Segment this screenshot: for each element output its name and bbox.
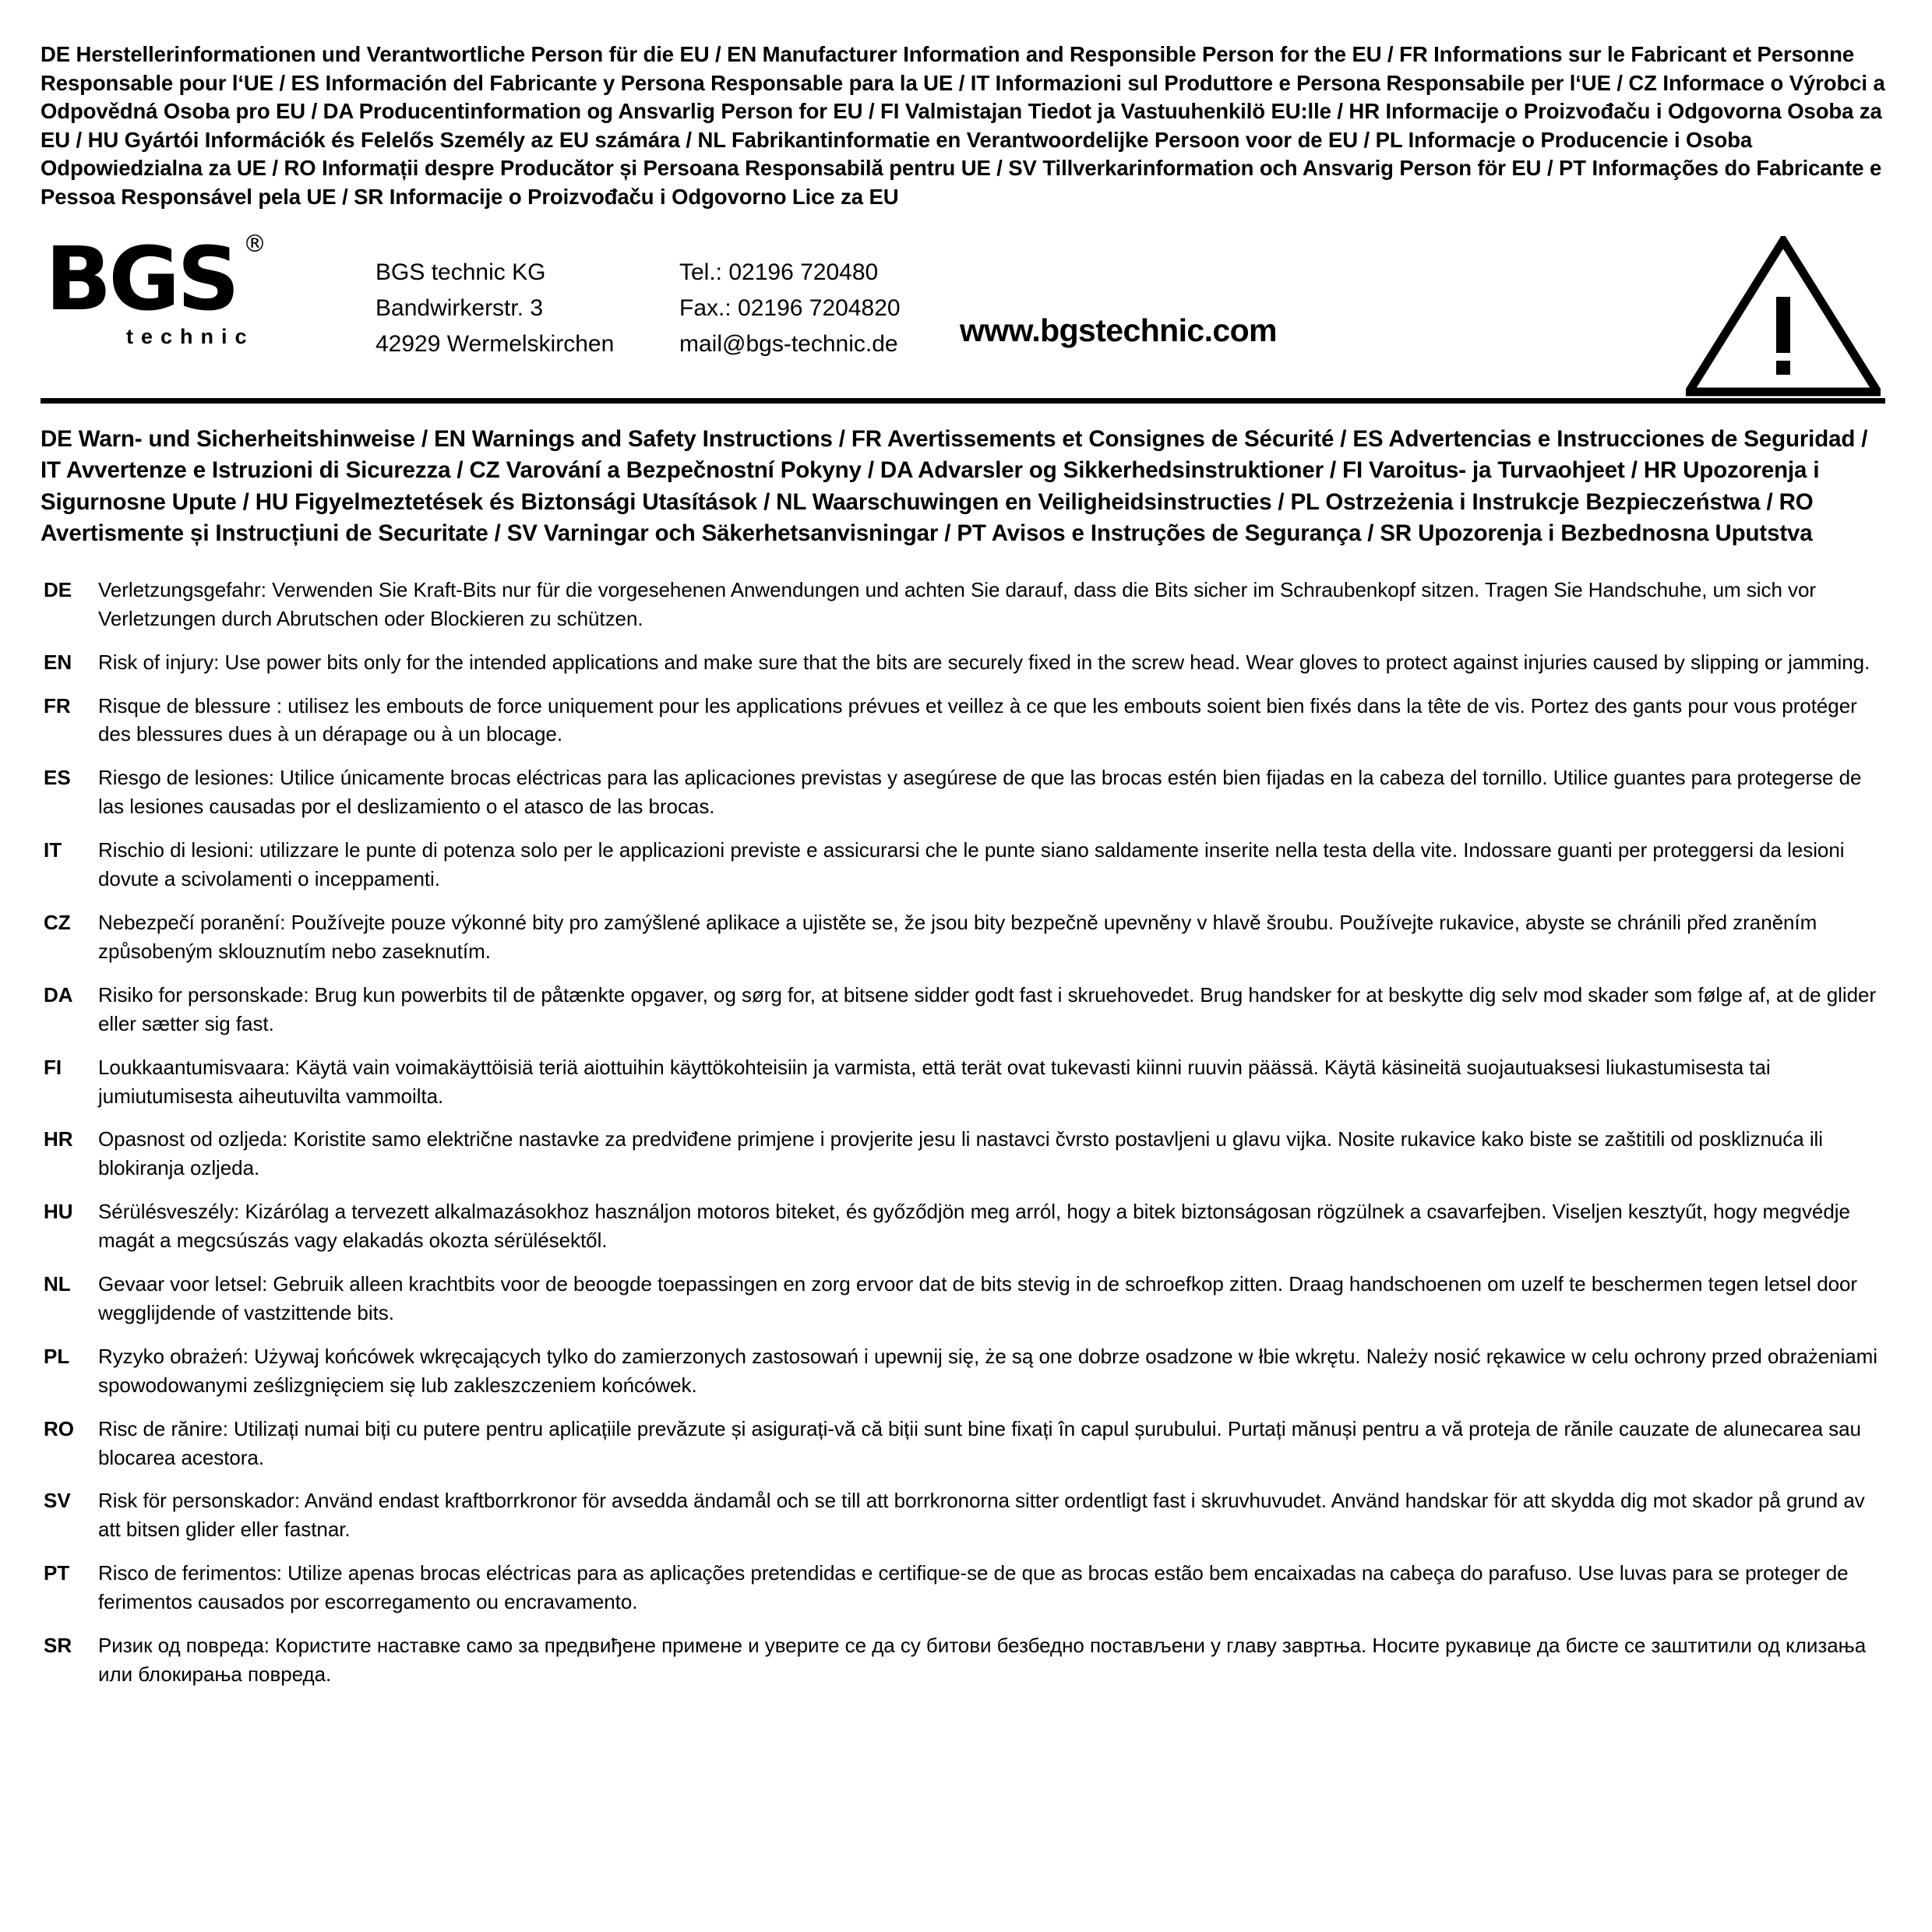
language-text: Risk of injury: Use power bits only for the intended applications and make sure that the bits are securely fixed in the screw head. Wear gloves to protect against injuries caused by slipping or jamming. (98, 650, 1870, 674)
company-header-band (41, 228, 1885, 404)
language-text: Ризик од повреда: Користите наставке само за предвиђене примене и уверите се да су битови безбедно постављени у главу завртња. Носите рукавице да бисте се заштитили од клизања или блокирања повреда. (98, 1634, 1867, 1686)
list-item (41, 981, 1885, 1038)
language-code: HU (44, 1200, 73, 1224)
company-address (375, 255, 614, 361)
language-text: Gevaar voor letsel: Gebruik alleen krachtbits voor de beoogde toepassingen en zorg ervoor dat de bits stevig in de schroefkop zitten. Draag handschoenen om uzelf te beschermen tegen letsel door wegglijdende of vastzittende bits. (98, 1272, 1858, 1324)
list-item (41, 648, 1885, 677)
language-text: Risk för personskador: Använd endast kraftborrkronor för avsedda ändamål och se till att borrkronorna sitter ordentligt fast i skruvhuvudet. Använd handskar för att skydda dig mot skador på grund av att bitsen glider eller fastnar. (98, 1489, 1865, 1542)
language-text: Risiko for personskade: Brug kun powerbits til de påtænkte opgaver, og sørg for, at bitsene sidder godt fast i skruehovedet. Brug handsker for at beskytte dig selv mod skader som følge af, at de glider eller sætter sig fast. (98, 982, 1877, 1035)
company-website[interactable]: www.bgstechnic.com (960, 312, 1277, 349)
language-code: IT (44, 838, 62, 862)
language-code: DA (44, 982, 73, 1007)
language-text: Risco de ferimentos: Utilize apenas brocas eléctricas para as aplicações pretendidas e certifique-se de que as brocas estão bem encaixadas na cabeça do parafuso. Use luvas para se proteger de ferimentos causados por escorregamento ou encravamento. (98, 1561, 1849, 1614)
language-code: SV (44, 1489, 71, 1513)
list-item (41, 1415, 1885, 1472)
page-title: DE Herstellerinformationen und Verantwortliche Person für die EU / EN Manufacturer Information and Responsible Person for the EU / FR Informations sur le Fabricant et Personne Responsable pour l‘UE / ES Información del Fabricante y Persona Responsable para la UE / IT Informazioni sul Produttore e Persona Responsabile per l‘UE / CZ Informace o Výrobci a Odpovědná Osoba pro EU / DA Producentinformation og Ansvarlig Person for EU / FI Valmistajan Tiedot ja Vastuuhenkilö EU:lle / HR Informacije o Proizvođaču i Odgovorna Osoba za EU / HU Gyártói Információk és Felelős Személy az EU számára / NL Fabrikantinformatie en Verantwoordelijke Persoon voor de EU / PL Informacje o Producencie i Osoba Odpowiedzialna za UE / RO Informații despre Producător și Persoana Responsabilă pentru UE / SV Tillverkarinformation och Ansvarig Person för EU / PT Informações do Fabricante e Pessoa Responsável pela UE / SR Informacije o Proizvođaču i Odgovorno Lice za EU (41, 42, 1885, 209)
company-email[interactable]: mail@bgs-technic.de (679, 330, 898, 357)
list-item (41, 1342, 1885, 1400)
language-code: EN (44, 650, 72, 674)
registered-trademark-icon: ® (242, 231, 263, 259)
language-code: FR (44, 693, 71, 717)
language-code: NL (44, 1272, 71, 1296)
language-code: CZ (44, 910, 71, 934)
list-item (41, 908, 1885, 966)
language-code: PT (44, 1561, 70, 1585)
language-code: PL (44, 1344, 70, 1368)
language-text: Opasnost od ozljeda: Koristite samo električne nastavke za predviđene primjene i provjerite jesu li nastavci čvrsto postavljeni u glavu vijka. Nosite rukavice kako biste se zaštitili od poskliznuća ili blokiranja ozljeda. (98, 1127, 1824, 1180)
language-text: Risc de rănire: Utilizați numai biți cu putere pentru aplicațiile prevăzute și asigurați-vă că biții sunt bine fixați în capul șurubului. Purtați mănuși pentru a vă proteja de rănile cauzate de alunecarea sau blocarea acestora. (98, 1416, 1861, 1469)
language-code: FI (44, 1055, 62, 1079)
language-text: Verletzungsgefahr: Verwenden Sie Kraft-Bits nur für die vorgesehenen Anwendungen und achten Sie darauf, dass die Bits sicher im Schraubenkopf sitzen. Tragen Sie Handschuhe, um sich vor Verletzungen durch Abrutschen oder Blockieren zu schützen. (98, 577, 1817, 630)
language-text: Rischio di lesioni: utilizzare le punte di potenza solo per le applicazioni previste e assicurarsi che le punte siano saldamente inserite nella testa della vite. Indossare guanti per proteggersi da lesioni dovute a scivolamenti o inceppamenti. (98, 838, 1845, 891)
company-tel: Tel.: 02196 720480 (679, 259, 879, 286)
language-text: Nebezpečí poranění: Používejte pouze výkonné bity pro zamýšlené aplikace a ujistěte se, že jsou bity bezpečně upevněny v hlavě šroubu. Používejte rukavice, abyste se chránili před zraněním způsobeným sklouznutím nebo zaseknutím. (98, 910, 1817, 963)
language-code: HR (44, 1127, 73, 1151)
warning-triangle-icon (1686, 236, 1881, 397)
language-text: Sérülésveszély: Kizárólag a tervezett alkalmazásokhoz használjon motoros biteket, és győződjön meg arról, hogy a bitek biztonságosan rögzülnek a csavarfejben. Viseljen kesztyűt, hogy megvédje magát a megcsúszás vagy elakadás okozta sérülésektől. (98, 1200, 1850, 1253)
list-item (41, 1125, 1885, 1183)
company-fax: Fax.: 02196 7204820 (679, 294, 901, 321)
warnings-heading: DE Warn- und Sicherheitshinweise / EN Warnings and Safety Instructions / FR Avertissements et Consignes de Sécurité / ES Advertencias e Instrucciones de Seguridad / IT Avvertenze e Istruzioni di Sicurezza / CZ Varování a Bezpečnostní Pokyny / DA Advarsler og Sikkerhedsinstruktioner / FI Varoitus- ja Turvaohjeet / HR Upozorenja i Sigurnosne Upute / HU Figyelmeztetések és Biztonsági Utasítások / NL Waarschuwingen en Veiligheidsinstructies / PL Ostrzeżenia i Instrukcje Bezpieczeństwa / RO Avertismente și Instrucțiuni de Securitate / SV Varningar och Säkerhetsanvisningar / PT Avisos e Instruções de Segurança / SR Upozorenja i Bezbednosna Uputstva (41, 426, 1868, 546)
language-text: Risque de blessure : utilisez les embouts de force uniquement pour les applications prévues et veillez à ce que les embouts soient bien fixés dans la tête de vis. Portez des gants pour vous protéger des blessures dues à un dérapage ou à un blocage. (98, 693, 1857, 746)
language-text: Loukkaantumisvaara: Käytä vain voimakäyttöisiä teriä aiottuihin käyttökohteisiin ja varmista, että terät ovat tukevasti kiinni ruuvin päässä. Käytä käsineitä suojautuaksesi liukastumisesta tai jumiutumisesta aiheutuvilta vammoilta. (98, 1055, 1771, 1108)
bgs-logo (45, 229, 357, 349)
language-code: ES (44, 766, 71, 790)
list-item (41, 692, 1885, 749)
list-item (41, 1270, 1885, 1327)
list-item (41, 576, 1885, 633)
list-item (41, 763, 1885, 821)
language-text: Ryzyko obrażeń: Używaj końcówek wkręcających tylko do zamierzonych zastosowań i upewnij się, że są one dobrze osadzone w łbie wkrętu. Należy nosić rękawice w celu ochrony przed obrażeniami spowodowanymi ześlizgnięciem się lub zakleszczeniem końcówek. (98, 1344, 1877, 1397)
company-contact (679, 255, 901, 361)
language-code: SR (44, 1634, 72, 1658)
list-item (41, 1197, 1885, 1255)
list-item (41, 1486, 1885, 1544)
list-item (41, 836, 1885, 894)
list-item (41, 1559, 1885, 1616)
warnings-language-list (41, 576, 1885, 1689)
company-city: 42929 Wermelskirchen (375, 330, 615, 357)
company-street: Bandwirkerstr. 3 (375, 294, 544, 321)
language-text: Riesgo de lesiones: Utilice únicamente brocas eléctricas para las aplicaciones previstas y asegúrese de que las brocas estén bien fijadas en la cabeza del tornillo. Utilice guantes para protegerse de las lesiones causadas por el deslizamiento o el atasco de las brocas. (98, 766, 1862, 819)
logo-wordmark (45, 229, 263, 331)
list-item (41, 1053, 1885, 1111)
language-code: RO (44, 1416, 74, 1440)
company-name: BGS technic KG (375, 259, 546, 286)
language-code: DE (44, 577, 72, 601)
logo-subtext: technic (126, 325, 255, 349)
logo-wordmark-text: BGS (45, 229, 237, 331)
list-item (41, 1631, 1885, 1689)
